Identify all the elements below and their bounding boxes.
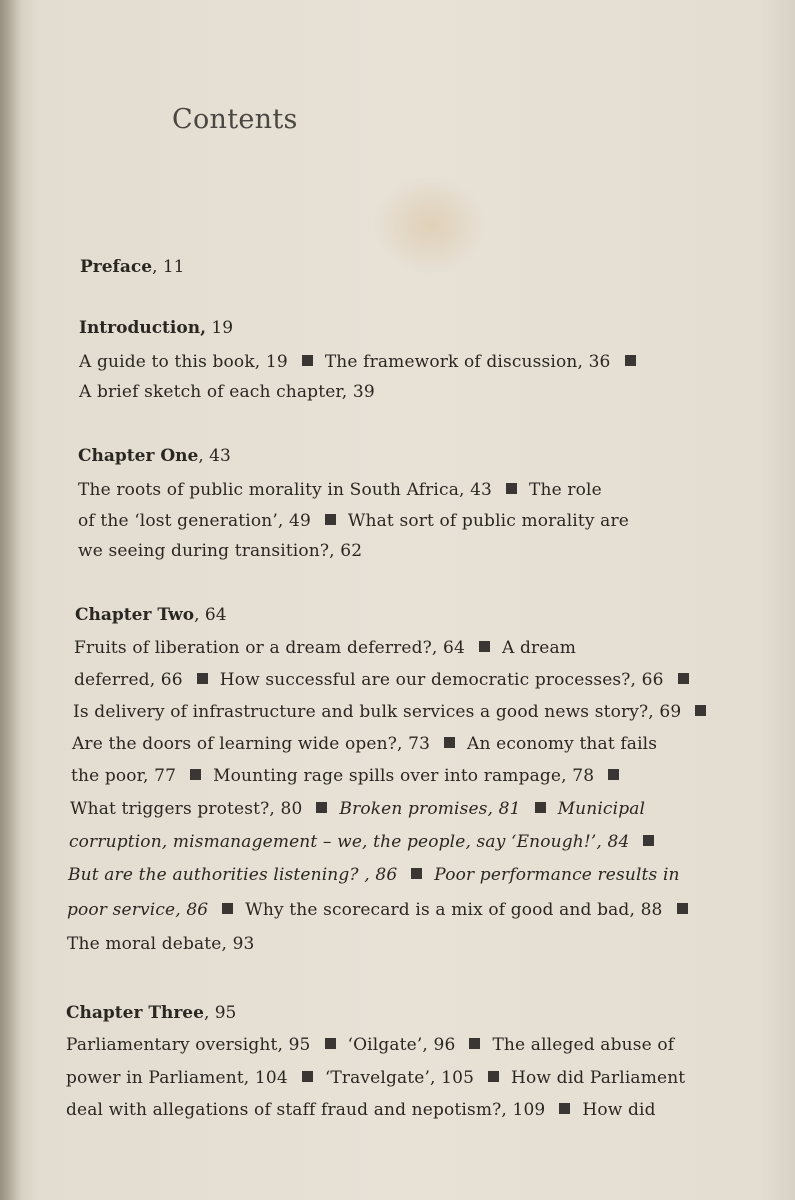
- toc-entry: A brief sketch of each chapter, 39: [79, 382, 375, 402]
- toc-line: [66, 1035, 674, 1055]
- separator-square-icon: [559, 1103, 570, 1114]
- separator-square-icon: [411, 868, 422, 879]
- toc-line: [78, 541, 362, 561]
- separator-square-icon: [488, 1071, 499, 1082]
- toc-line: [74, 670, 689, 690]
- toc-line: [68, 865, 680, 885]
- separator-square-icon: [625, 355, 636, 366]
- chapter-one-heading: [78, 446, 231, 466]
- toc-line: [73, 702, 706, 722]
- separator-square-icon: [302, 355, 313, 366]
- toc-entry: deferred, 66: [74, 670, 183, 690]
- toc-line: [67, 934, 255, 954]
- toc-entry: Poor performance results in: [434, 865, 680, 885]
- separator-square-icon: [643, 835, 654, 846]
- chapter-three-heading: [66, 1003, 236, 1023]
- toc-entry: Fruits of liberation or a dream deferred?, 64: [74, 638, 465, 658]
- toc-entry: The moral debate, 93: [67, 934, 255, 954]
- chapter-three-page: , 95: [203, 1003, 237, 1023]
- separator-square-icon: [677, 903, 688, 914]
- toc-entry: The framework of discussion, 36: [324, 352, 611, 372]
- preface-page: , 11: [152, 257, 185, 277]
- toc-entry: Municipal: [557, 799, 646, 819]
- introduction-heading: [79, 318, 233, 338]
- toc-line: [74, 638, 576, 658]
- toc-entry: the poor, 77: [71, 766, 177, 786]
- toc-entry: Is delivery of infrastructure and bulk services a good news story?, 69: [73, 702, 682, 722]
- toc-entry: of the ‘lost generation’, 49: [78, 511, 311, 531]
- toc-entry: What triggers protest?, 80: [70, 799, 303, 819]
- separator-square-icon: [316, 802, 327, 813]
- separator-square-icon: [302, 1071, 313, 1082]
- introduction-heading-label: Introduction,: [79, 318, 206, 338]
- toc-entry: power in Parliament, 104: [66, 1068, 288, 1088]
- toc-line: [71, 766, 619, 786]
- toc-entry: Mounting rage spills over into rampage, 78: [213, 766, 595, 786]
- separator-square-icon: [197, 673, 208, 684]
- toc-entry: Why the scorecard is a mix of good and bad, 88: [245, 900, 663, 920]
- toc-line: [69, 832, 654, 852]
- toc-line: [78, 480, 602, 500]
- toc-line: [66, 1068, 685, 1088]
- separator-square-icon: [479, 641, 490, 652]
- spine-shadow: [0, 0, 22, 1200]
- preface-heading: [80, 257, 185, 277]
- page-title: Contents: [172, 104, 298, 135]
- toc-entry: we seeing during transition?, 62: [78, 541, 363, 561]
- toc-entry: How successful are our democratic processes?, 66: [219, 670, 664, 690]
- toc-entry: Are the doors of learning wide open?, 73: [72, 734, 431, 754]
- separator-square-icon: [190, 769, 201, 780]
- chapter-two-page: , 64: [194, 605, 227, 625]
- chapter-two-heading-label: Chapter Two: [75, 605, 195, 625]
- toc-line: [78, 511, 629, 531]
- toc-entry: How did Parliament: [511, 1068, 686, 1088]
- toc-entry: A guide to this book, 19: [79, 352, 288, 372]
- separator-square-icon: [444, 737, 455, 748]
- toc-entry: The alleged abuse of: [492, 1035, 675, 1055]
- toc-line: [67, 900, 688, 920]
- preface-heading-label: Preface: [80, 257, 153, 277]
- toc-entry: But are the authorities listening? , 86: [68, 865, 398, 885]
- introduction-page: 19: [206, 318, 234, 338]
- toc-line: [70, 799, 645, 819]
- separator-square-icon: [695, 705, 706, 716]
- toc-line: [79, 352, 636, 372]
- separator-square-icon: [222, 903, 233, 914]
- toc-entry: Broken promises, 81: [339, 799, 521, 819]
- toc-entry: deal with allegations of staff fraud and nepotism?, 109: [66, 1100, 546, 1120]
- toc-entry: What sort of public morality are: [347, 511, 629, 531]
- separator-square-icon: [325, 514, 336, 525]
- separator-square-icon: [678, 673, 689, 684]
- toc-entry: ‘Oilgate’, 96: [347, 1035, 456, 1055]
- separator-square-icon: [469, 1038, 480, 1049]
- separator-square-icon: [325, 1038, 336, 1049]
- toc-entry: ‘Travelgate’, 105: [324, 1068, 475, 1088]
- separator-square-icon: [535, 802, 546, 813]
- chapter-two-heading: [75, 605, 227, 625]
- separator-square-icon: [608, 769, 619, 780]
- chapter-three-heading-label: Chapter Three: [66, 1003, 204, 1023]
- toc-entry: How did: [582, 1100, 656, 1120]
- toc-entry: The roots of public morality in South Africa, 43: [78, 480, 493, 500]
- chapter-one-page: , 43: [198, 446, 231, 466]
- toc-line: [66, 1100, 656, 1120]
- toc-entry: corruption, mismanagement – we, the people, say ‘Enough!’, 84: [69, 832, 630, 852]
- toc-entry: poor service, 86: [67, 900, 209, 920]
- toc-line: [72, 734, 657, 754]
- toc-line: [79, 382, 375, 402]
- toc-entry: A dream: [501, 638, 577, 658]
- separator-square-icon: [506, 483, 517, 494]
- toc-entry: Parliamentary oversight, 95: [66, 1035, 311, 1055]
- toc-entry: The role: [529, 480, 602, 500]
- toc-entry: An economy that fails: [467, 734, 658, 754]
- chapter-one-heading-label: Chapter One: [78, 446, 199, 466]
